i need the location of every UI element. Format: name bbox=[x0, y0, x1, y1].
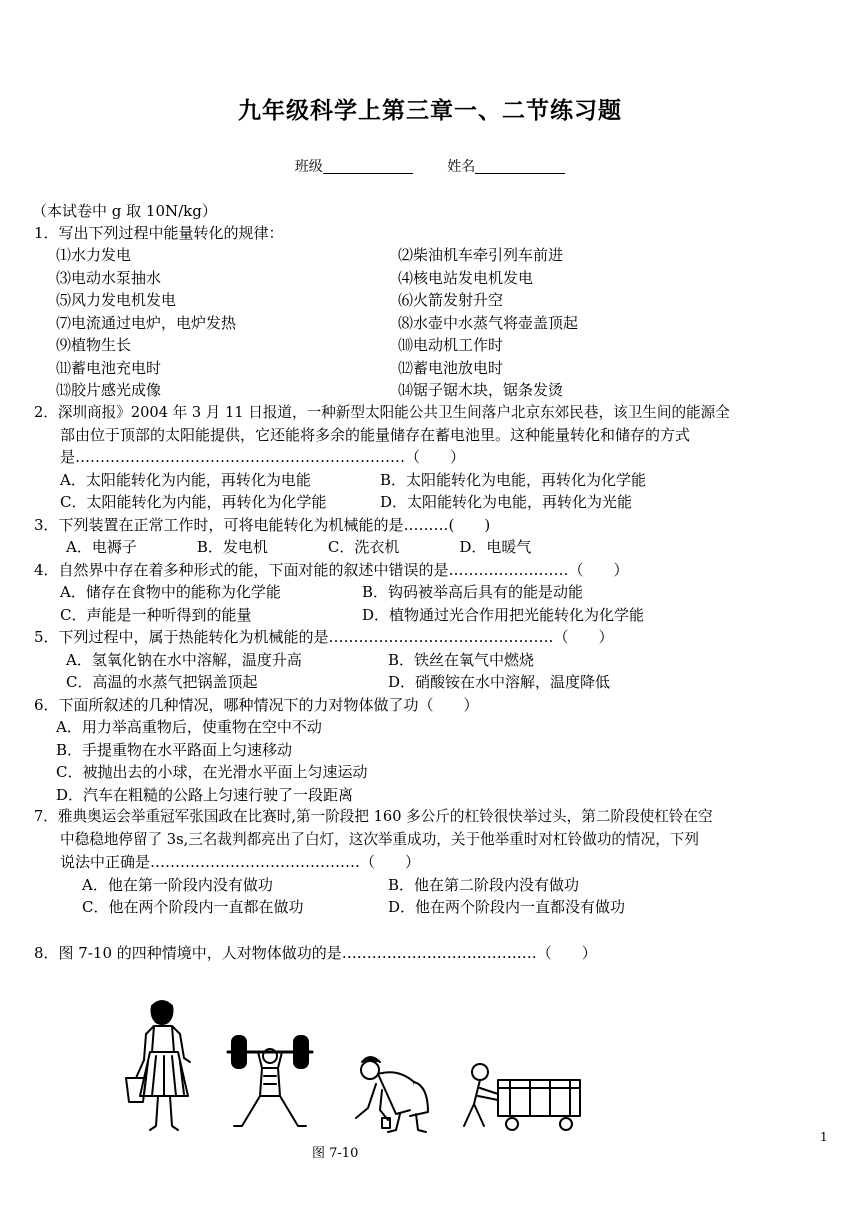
q4-option-d[interactable]: D．植物通过光合作用把光能转化为化学能 bbox=[362, 606, 645, 624]
q3-options[interactable]: A．电褥子 B．发电机 C．洗衣机 D．电暖气 bbox=[66, 538, 532, 556]
q7-line3: 说法中正确是……………………………………（ ） bbox=[60, 853, 421, 871]
q7-line1: 7．雅典奥运会举重冠军张国政在比赛时,第一阶段把 160 多公斤的杠铃很快举过头，第二阶段使杠铃在空 bbox=[34, 808, 713, 825]
q5-option-b[interactable]: B．铁丝在氧气中燃烧 bbox=[388, 651, 535, 669]
figure-caption: 图 7-10 bbox=[312, 1146, 359, 1161]
q4-option-b[interactable]: B．钩码被举高后具有的能是动能 bbox=[362, 583, 584, 601]
bending-person-figure bbox=[356, 1057, 428, 1132]
q4-option-a[interactable]: A．储存在食物中的能称为化学能 bbox=[60, 583, 281, 601]
q5-option-d[interactable]: D．硝酸铵在水中溶解，温度降低 bbox=[388, 673, 611, 691]
page-title: 九年级科学上第三章一、二节练习题 bbox=[238, 98, 622, 124]
q1-item: ⒁锯子锯木块，锯条发烫 bbox=[398, 381, 564, 399]
weightlifter-figure bbox=[228, 1036, 312, 1126]
q7-option-d[interactable]: D．他在两个阶段内一直都没有做功 bbox=[388, 898, 626, 916]
q2-option-d[interactable]: D．太阳能转化为电能，再转化为光能 bbox=[380, 493, 633, 511]
q2-line3: 是…………………………………………………………（ ） bbox=[60, 448, 466, 466]
q6-option-d[interactable]: D．汽车在粗糙的公路上匀速行驶了一段距离 bbox=[56, 786, 354, 804]
q7-option-c[interactable]: C．他在两个阶段内一直都在做功 bbox=[82, 898, 304, 916]
q2-line2: 部由位于顶部的太阳能提供，它还能将多余的能量储存在蓄电池里。这种能量转化和储存的方式 bbox=[60, 426, 691, 444]
q6-stem: 6．下面所叙述的几种情况，哪种情况下的力对物体做了功（ ） bbox=[34, 696, 479, 714]
q8-stem: 8．图 7-10 的四种情境中，人对物体做功的是…………………………………（ ） bbox=[34, 944, 597, 962]
q6-option-c[interactable]: C．被抛出去的小球，在光滑水平面上匀速运动 bbox=[56, 763, 368, 781]
q1-item: ⑾蓄电池充电时 bbox=[56, 359, 162, 377]
class-blank[interactable] bbox=[323, 159, 413, 174]
q1-item: ⑷核电站发电机发电 bbox=[398, 269, 534, 287]
q4-option-c[interactable]: C．声能是一种听得到的能量 bbox=[60, 606, 252, 624]
q2-line1: 2．深圳商报》2004 年 3 月 11 日报道，一种新型太阳能公共卫生间落户北京东郊民巷，该卫生间的能源全 bbox=[34, 404, 730, 421]
q7-option-a[interactable]: A．他在第一阶段内没有做功 bbox=[82, 876, 273, 894]
q1-item: ⑹火箭发射升空 bbox=[398, 291, 504, 309]
page-number: 1 bbox=[820, 1130, 828, 1144]
figure-7-10 bbox=[120, 992, 600, 1142]
person-pushing-cart-figure bbox=[464, 1064, 580, 1130]
q1-item: ⑿蓄电池放电时 bbox=[398, 359, 504, 377]
q1-item: ⑺电流通过电炉，电炉发热 bbox=[56, 314, 237, 332]
q1-item: ⑴水力发电 bbox=[56, 246, 132, 264]
q1-item: ⑶电动水泵抽水 bbox=[56, 269, 162, 287]
q1-item: ⑽电动机工作时 bbox=[398, 336, 504, 354]
class-label: 班级 bbox=[294, 159, 323, 175]
name-blank[interactable] bbox=[475, 159, 565, 174]
q2-option-c[interactable]: C．太阳能转化为内能，再转化为化学能 bbox=[60, 493, 327, 511]
q1-item: ⑵柴油机车牵引列车前进 bbox=[398, 246, 564, 264]
q2-option-a[interactable]: A．太阳能转化为内能，再转化为电能 bbox=[60, 471, 311, 489]
student-info bbox=[0, 156, 860, 176]
q7-option-b[interactable]: B．他在第二阶段内没有做功 bbox=[388, 876, 580, 894]
q1-item: ⒀胶片感光成像 bbox=[56, 381, 162, 399]
q3-stem: 3．下列装置在正常工作时，可将电能转化为机械能的是………( ) bbox=[34, 516, 491, 534]
q4-stem: 4．自然界中存在着多种形式的能，下面对能的叙述中错误的是……………………（ ） bbox=[34, 561, 629, 579]
woman-carrying-bucket-figure bbox=[126, 1001, 190, 1130]
q1-item: ⑼植物生长 bbox=[56, 336, 132, 354]
q5-stem: 5．下列过程中，属于热能转化为机械能的是………………………………………（ ） bbox=[34, 628, 614, 646]
q2-option-b[interactable]: B．太阳能转化为电能，再转化为化学能 bbox=[380, 471, 647, 489]
q5-option-c[interactable]: C．高温的水蒸气把锅盖顶起 bbox=[66, 673, 258, 691]
q7-line2: 中稳稳地停留了 3s,三名裁判都亮出了白灯，这次举重成功，关于他举重时对杠铃做功的情况，下列 bbox=[60, 831, 699, 848]
q6-option-a[interactable]: A．用力举高重物后，使重物在空中不动 bbox=[56, 718, 322, 736]
q5-option-a[interactable]: A．氢氧化钠在水中溶解，温度升高 bbox=[66, 651, 302, 669]
note: （本试卷中 g 取 10N/kg） bbox=[32, 202, 217, 220]
q6-option-b[interactable]: B．手提重物在水平路面上匀速移动 bbox=[56, 741, 293, 759]
q1-item: ⑸风力发电机发电 bbox=[56, 291, 177, 309]
q1-item: ⑻水壶中水蒸气将壶盖顶起 bbox=[398, 314, 579, 332]
q1-stem: 1．写出下列过程中能量转化的规律： bbox=[34, 224, 284, 242]
name-label: 姓名 bbox=[447, 159, 476, 175]
